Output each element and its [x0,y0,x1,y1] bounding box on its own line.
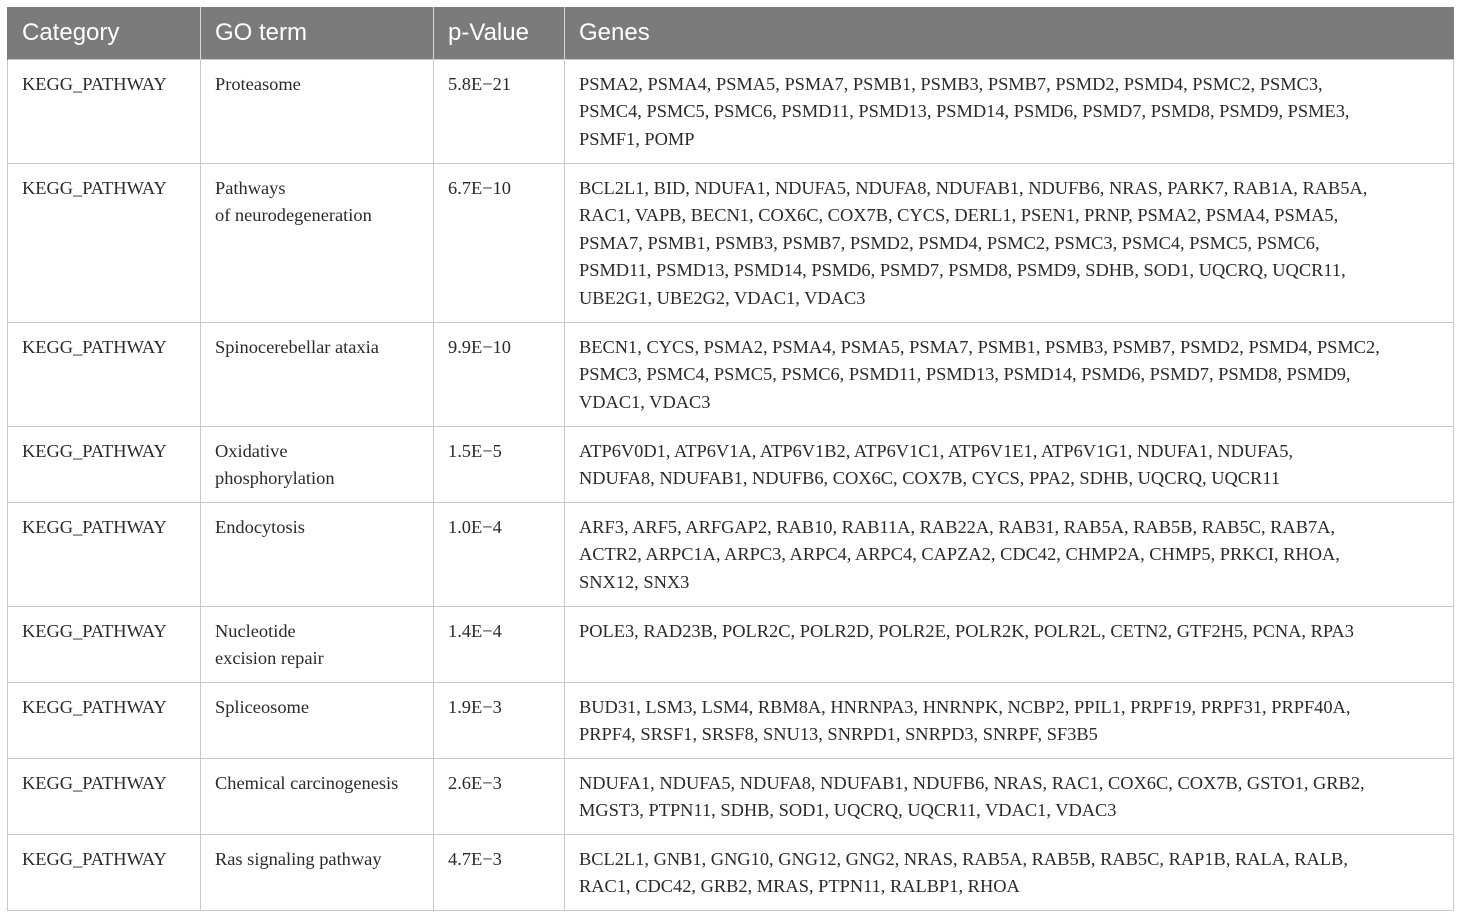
table-header [8,7,1454,59]
go-term-cell: Endocytosis [201,502,434,606]
p-value-cell: 9.9E−10 [434,322,565,426]
p-value-cell: 1.4E−4 [434,606,565,682]
go-term-cell: Pathways of neurodegeneration [201,163,434,322]
category-cell: KEGG_PATHWAY [8,758,201,834]
go-term-cell: Ras signaling pathway [201,834,434,910]
go-term-cell: Oxidative phosphorylation [201,426,434,502]
p-value-cell: 6.7E−10 [434,163,565,322]
p-value-cell: 2.6E−3 [434,758,565,834]
genes-cell: BECN1, CYCS, PSMA2, PSMA4, PSMA5, PSMA7, PSMB1, PSMB3, PSMB7, PSMD2, PSMD4, PSMC2, PSMC3, PSMC4, PSMC5, PSMC6, PSMD11, PSMD13, PSMD14, PSMD6, PSMD7, PSMD8, PSMD9, VDAC1, VDAC3 [565,322,1454,426]
category-cell: KEGG_PATHWAY [8,606,201,682]
go-term-cell: Nucleotide excision repair [201,606,434,682]
table-body [8,59,1454,910]
header-category: Category [8,7,201,59]
go-term-cell: Chemical carcinogenesis [201,758,434,834]
p-value-cell: 4.7E−3 [434,834,565,910]
category-cell: KEGG_PATHWAY [8,322,201,426]
header-go-term: GO term [201,7,434,59]
table-row [8,322,1454,426]
genes-cell: ARF3, ARF5, ARFGAP2, RAB10, RAB11A, RAB22A, RAB31, RAB5A, RAB5B, RAB5C, RAB7A, ACTR2, ARPC1A, ARPC3, ARPC4, ARPC4, CAPZA2, CDC42, CHMP2A, CHMP5, PRKCI, RHOA, SNX12, SNX3 [565,502,1454,606]
category-cell: KEGG_PATHWAY [8,834,201,910]
p-value-cell: 5.8E−21 [434,59,565,163]
table-row [8,502,1454,606]
go-term-cell: Spinocerebellar ataxia [201,322,434,426]
table-row [8,163,1454,322]
table-row [8,834,1454,910]
genes-cell: PSMA2, PSMA4, PSMA5, PSMA7, PSMB1, PSMB3, PSMB7, PSMD2, PSMD4, PSMC2, PSMC3, PSMC4, PSMC5, PSMC6, PSMD11, PSMD13, PSMD14, PSMD6, PSMD7, PSMD8, PSMD9, PSME3, PSMF1, POMP [565,59,1454,163]
p-value-cell: 1.9E−3 [434,682,565,758]
header-genes: Genes [565,7,1454,59]
header-row [8,7,1454,59]
genes-cell: NDUFA1, NDUFA5, NDUFA8, NDUFAB1, NDUFB6, NRAS, RAC1, COX6C, COX7B, GSTO1, GRB2, MGST3, PTPN11, SDHB, SOD1, UQCRQ, UQCR11, VDAC1, VDAC3 [565,758,1454,834]
category-cell: KEGG_PATHWAY [8,163,201,322]
genes-cell: POLE3, RAD23B, POLR2C, POLR2D, POLR2E, POLR2K, POLR2L, CETN2, GTF2H5, PCNA, RPA3 [565,606,1454,682]
category-cell: KEGG_PATHWAY [8,59,201,163]
genes-cell: ATP6V0D1, ATP6V1A, ATP6V1B2, ATP6V1C1, ATP6V1E1, ATP6V1G1, NDUFA1, NDUFA5, NDUFA8, NDUFAB1, NDUFB6, COX6C, COX7B, CYCS, PPA2, SDHB, UQCRQ, UQCR11 [565,426,1454,502]
genes-cell: BCL2L1, BID, NDUFA1, NDUFA5, NDUFA8, NDUFAB1, NDUFB6, NRAS, PARK7, RAB1A, RAB5A, RAC1, VAPB, BECN1, COX6C, COX7B, CYCS, DERL1, PSEN1, PRNP, PSMA2, PSMA4, PSMA5, PSMA7, PSMB1, PSMB3, PSMB7, PSMD2, PSMD4, PSMC2, PSMC3, PSMC4, PSMC5, PSMC6, PSMD11, PSMD13, PSMD14, PSMD6, PSMD7, PSMD8, PSMD9, SDHB, SOD1, UQCRQ, UQCR11, UBE2G1, UBE2G2, VDAC1, VDAC3 [565,163,1454,322]
category-cell: KEGG_PATHWAY [8,682,201,758]
header-p-value: p-Value [434,7,565,59]
p-value-cell: 1.5E−5 [434,426,565,502]
table-row [8,606,1454,682]
go-enrichment-table [7,7,1454,911]
category-cell: KEGG_PATHWAY [8,426,201,502]
genes-cell: BUD31, LSM3, LSM4, RBM8A, HNRNPA3, HNRNPK, NCBP2, PPIL1, PRPF19, PRPF31, PRPF40A, PRPF4, SRSF1, SRSF8, SNU13, SNRPD1, SNRPD3, SNRPF, SF3B5 [565,682,1454,758]
table-row [8,758,1454,834]
go-term-cell: Spliceosome [201,682,434,758]
table-row [8,682,1454,758]
p-value-cell: 1.0E−4 [434,502,565,606]
category-cell: KEGG_PATHWAY [8,502,201,606]
genes-cell: BCL2L1, GNB1, GNG10, GNG12, GNG2, NRAS, RAB5A, RAB5B, RAB5C, RAP1B, RALA, RALB, RAC1, CDC42, GRB2, MRAS, PTPN11, RALBP1, RHOA [565,834,1454,910]
go-term-cell: Proteasome [201,59,434,163]
table-row [8,426,1454,502]
table-row [8,59,1454,163]
